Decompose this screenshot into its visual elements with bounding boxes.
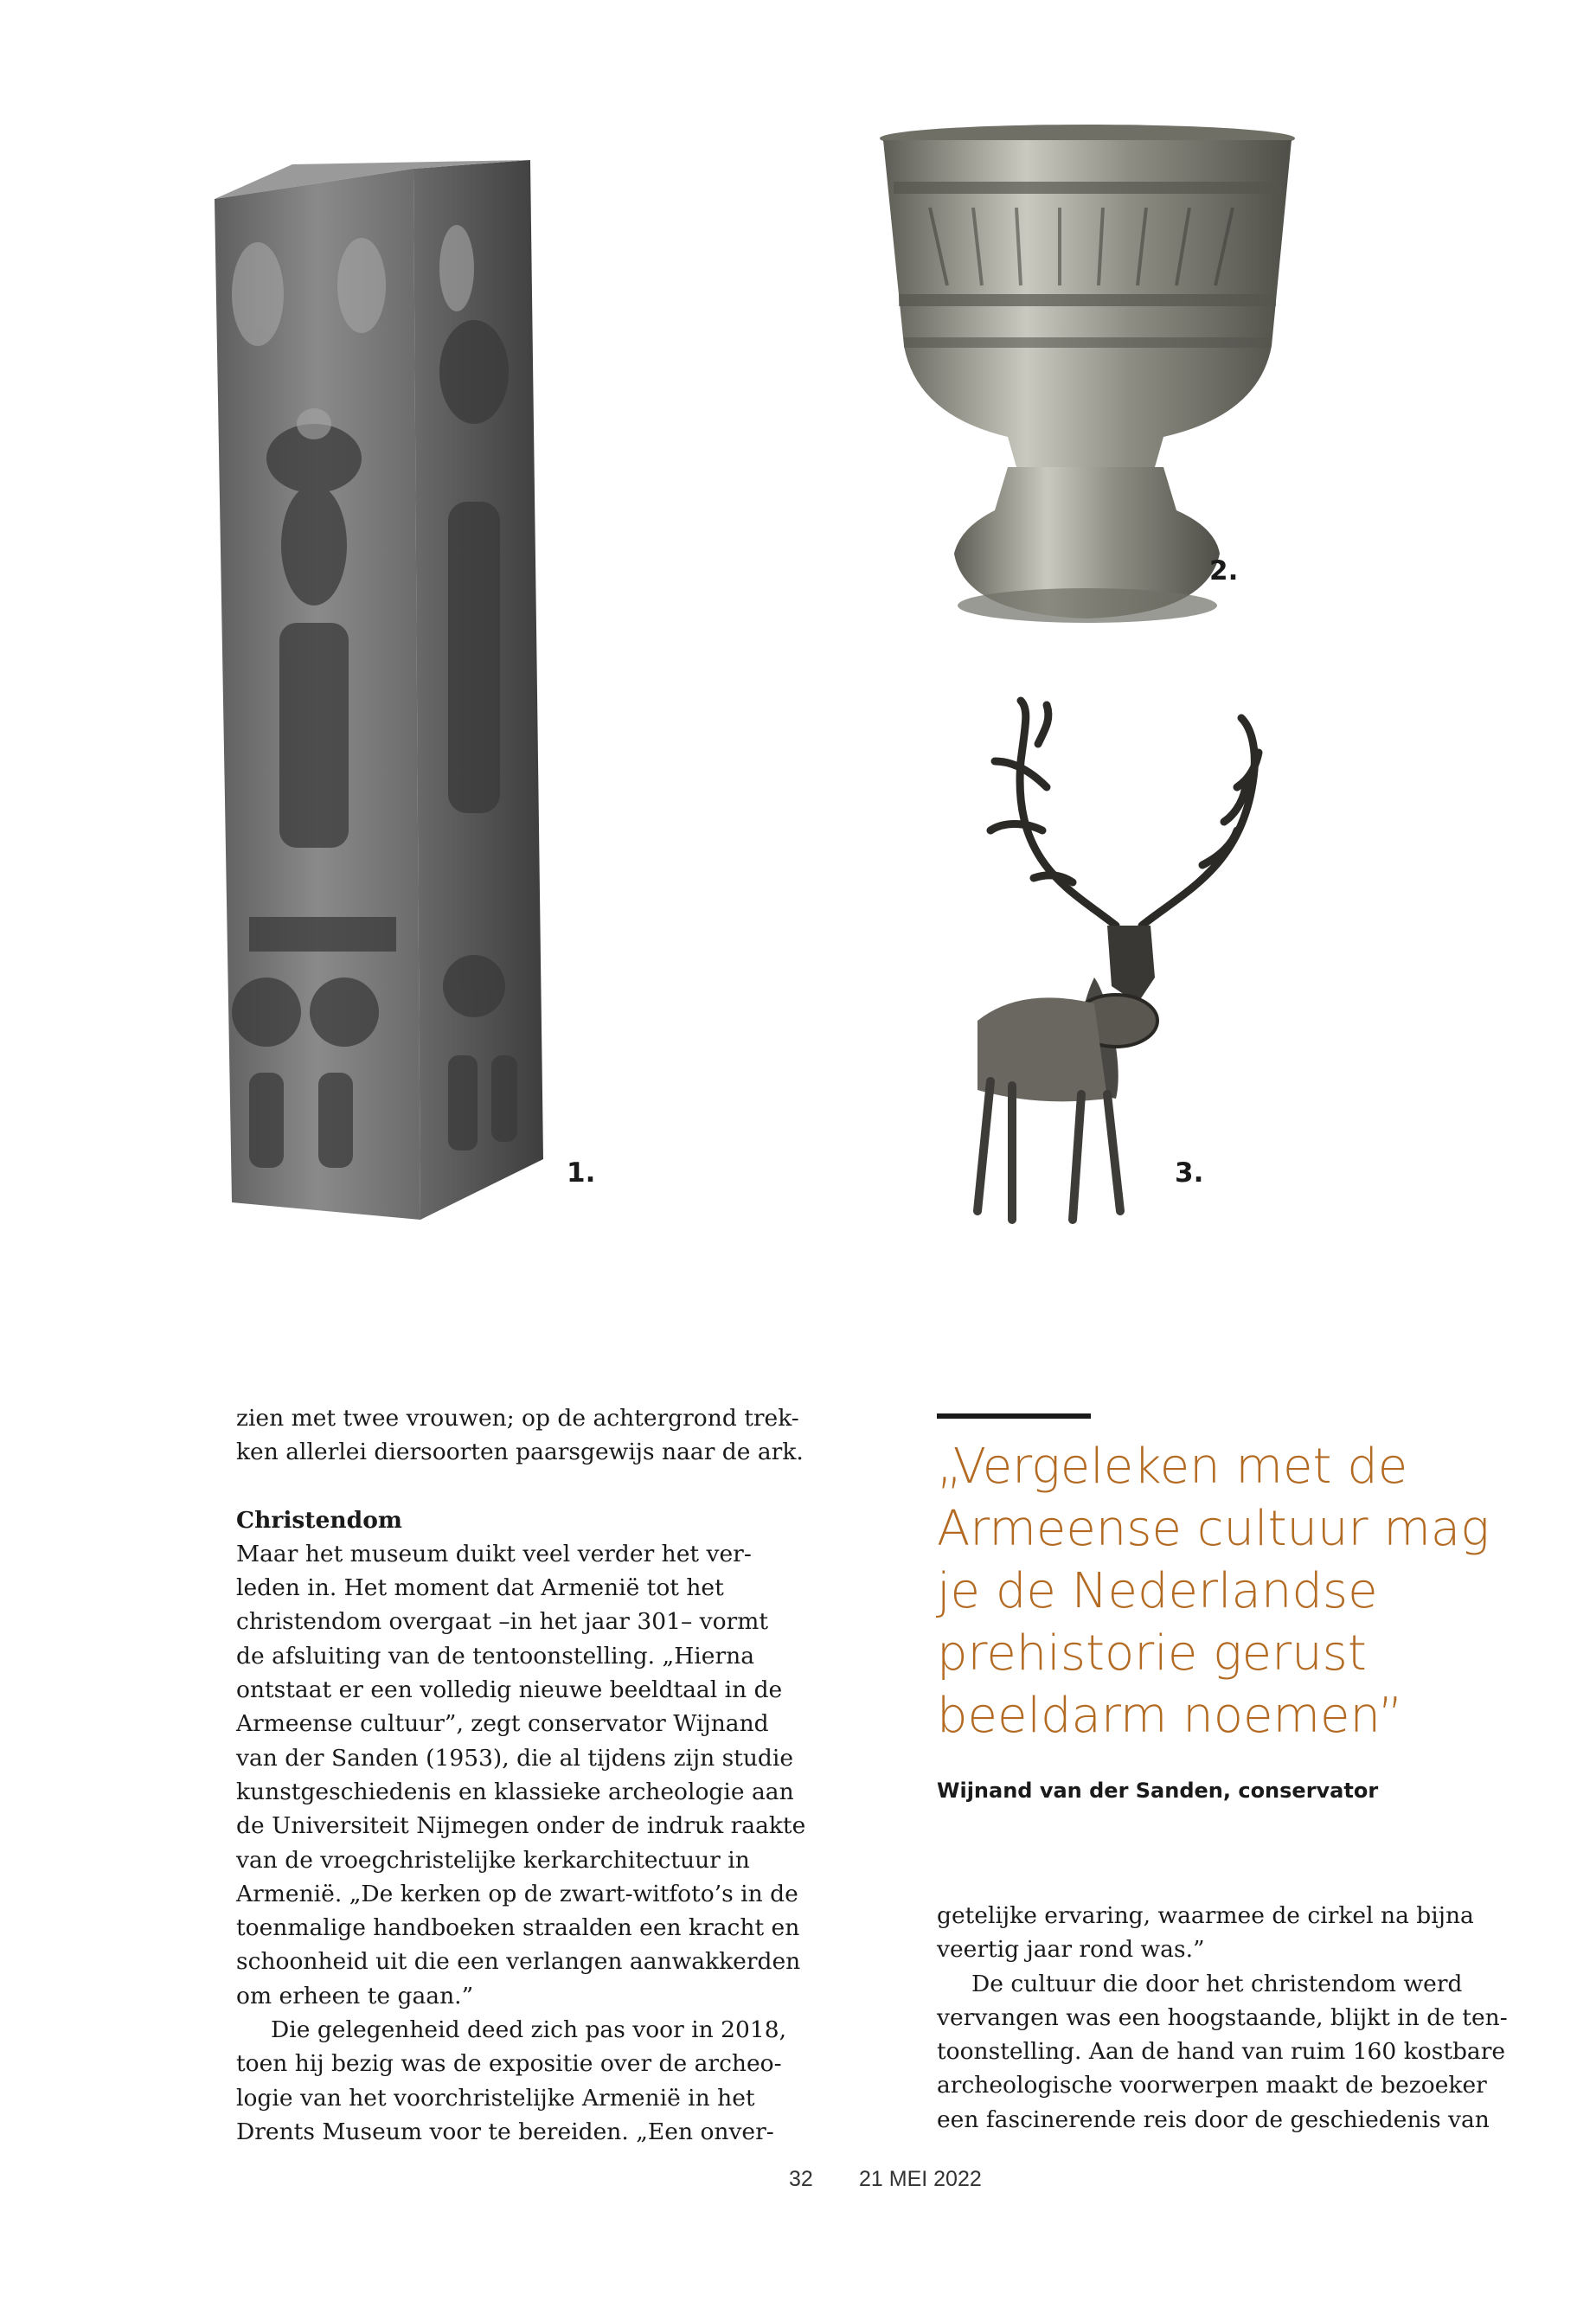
figure-label-2: 2. (1209, 555, 1239, 586)
text-line: De cultuur die door het christendom werd (971, 1970, 1463, 1997)
text-line: Drents Museum voor te bereiden. „Een onver- (236, 2118, 774, 2145)
text-line: Armenië. „De kerken op de zwart-witfoto’s in de (236, 1880, 798, 1907)
pull-quote-line: je de Nederlandse (937, 1563, 1378, 1619)
paragraph-continuation (937, 1899, 1508, 1967)
figure-label-1: 1. (567, 1157, 596, 1189)
text-line: toonstelling. Aan de hand van ruim 160 kostbare (937, 2038, 1506, 2066)
issue-date: 21 MEI 2022 (859, 2167, 982, 2191)
text-line: van der Sanden (1953), die al tijdens zijn studie (236, 1744, 794, 1772)
text-line: een fascinerende reis door de geschiedenis van (937, 2106, 1490, 2133)
paragraph-3 (937, 1967, 1508, 2137)
pull-quote-line: „Vergeleken met de (937, 1439, 1408, 1495)
left-column (236, 1401, 805, 2149)
intro-paragraph (236, 1401, 805, 1470)
khachkar-stone-image (197, 138, 561, 1241)
text-line: ontstaat er een volledig nieuwe beeldtaal in de (236, 1676, 783, 1704)
text-line: van de vroegchristelijke kerkarchitectuur in (236, 1846, 750, 1874)
text-line: ken allerlei diersoorten paarsgewijs naar de ark. (236, 1439, 804, 1466)
text-line: de afsluiting van de tentoonstelling. „Hierna (236, 1642, 754, 1670)
pull-quote-line: beeldarm noemen” (937, 1688, 1403, 1744)
pull-quote-rule (937, 1413, 1091, 1419)
text-line: Die gelegenheid deed zich pas voor in 2018, (271, 2016, 787, 2044)
text-line: toen hij bezig was de expositie over de archeo- (236, 2050, 782, 2078)
text-line: schoonheid uit die een verlangen aanwakkerden (236, 1948, 801, 1976)
text-line: kunstgeschiedenis en klassieke archeologie aan (236, 1778, 794, 1805)
text-line: zien met twee vrouwen; op de achtergrond trek- (236, 1405, 799, 1432)
text-line: Maar het museum duikt veel verder het ver- (236, 1540, 752, 1567)
text-line: veertig jaar rond was.” (937, 1936, 1205, 1964)
text-line: om erheen te gaan.” (236, 1982, 474, 2009)
figure-label-3: 3. (1175, 1157, 1204, 1189)
text-line: de Universiteit Nijmegen onder de indruk raakte (236, 1812, 806, 1840)
text-line: toenmalige handboeken straalden een kracht en (236, 1914, 800, 1942)
text-line: leden in. Het moment dat Armenië tot het (236, 1574, 724, 1602)
text-line: vervangen was een hoogstaande, blijkt in de ten- (937, 2003, 1508, 2031)
christendom-section (236, 1503, 805, 2013)
bronze-stag-image (943, 692, 1267, 1233)
text-line: Armeense cultuur”, zegt conservator Wijnand (236, 1710, 769, 1738)
text-line: logie van het voorchristelijke Armenië in het (236, 2084, 755, 2112)
pull-quote-attribution: Wijnand van der Sanden, conservator (937, 1779, 1379, 1803)
right-column (937, 1899, 1508, 2137)
text-line: archeologische voorwerpen maakt de bezoeker (937, 2072, 1487, 2099)
pull-quote-line: prehistorie gerust (937, 1625, 1367, 1682)
text-line: christendom overgaat –in het jaar 301– vormt (236, 1608, 768, 1636)
page-number: 32 (789, 2167, 813, 2191)
pull-quote (937, 1436, 1490, 1747)
pull-quote-line: Armeense cultuur mag (937, 1501, 1490, 1557)
paragraph-2 (236, 2013, 805, 2149)
section-subhead: Christendom (236, 1506, 402, 1534)
text-line: getelijke ervaring, waarmee de cirkel na bijna (937, 1902, 1474, 1929)
